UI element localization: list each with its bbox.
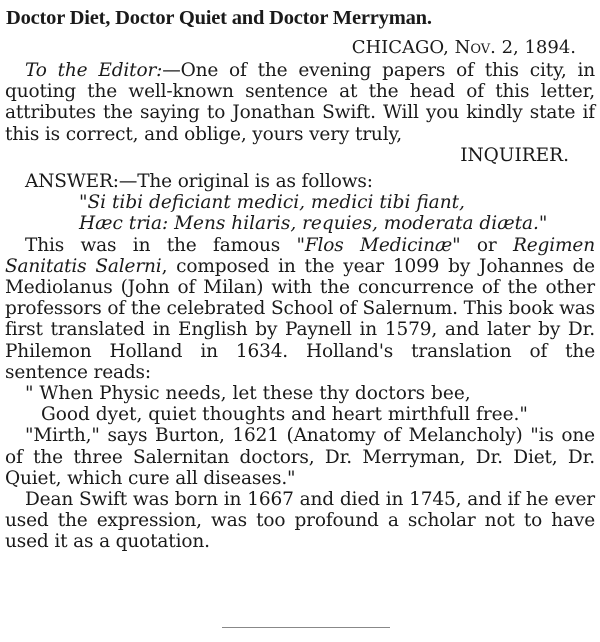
history-text-3: , composed in the year 1099 by Johannes de Mediolanus (John of Milan) with the concurrence of the other professors of the celebrated School of Salernum. This book was first translated in English by Paynell in 1579, and later by Dr. Philemon Holland in 1634. Holland's translation of the sentence reads: [5,255,595,383]
signature: INQUIRER. [460,144,569,166]
article-body [5,60,595,553]
english-quote-line-2: Good dyet, quiet thoughts and heart mirthfull free." [41,404,528,426]
letter-paragraph [5,60,595,145]
answer-paragraph [5,171,595,192]
swift-paragraph: Dean Swift was born in 1667 and died in 1745, and if he ever used the expression, was too profound a scholar not to have used it as a quotation. [5,489,595,553]
salutation: To the Editor: [25,60,163,81]
history-text-2: " or [452,234,513,256]
article-title: Doctor Diet, Doctor Quiet and Doctor Merryman. [6,7,432,29]
end-rule [222,627,390,628]
burton-paragraph: "Mirth," says Burton, 1621 (Anatomy of Melancholy) "is one of the three Salernitan doctors, Dr. Merryman, Dr. Diet, Dr. Quiet, which cure all diseases." [5,425,595,489]
latin-quote-line-1: "Si tibi deficiant medici, medici tibi fiant, [79,192,465,214]
history-paragraph [5,235,595,383]
letter-text: —One of the evening papers of this city, in quoting the well-known sentence at the head of this letter, attributes the saying to Jonathan Swift. Will you kindly state if this is correct, and oblige, yours very truly, [5,60,595,145]
answer-text: :—The original is as follows: [112,171,373,193]
answer-label: ANSWER [25,171,113,193]
latin-quote-line-2: Hæc tria: Mens hilaris, requies, moderata diæta." [79,213,548,235]
dateline: CHICAGO, Nov. 2, 1894. [351,37,576,58]
flos-medicinae-title: Flos Medicinæ [304,234,453,256]
english-quote-line-1: " When Physic needs, let these thy doctors bee, [25,383,471,405]
regimen-title: Regimen Sanitatis Salerni [5,234,595,277]
history-text-1: This was in the famous " [25,234,305,256]
